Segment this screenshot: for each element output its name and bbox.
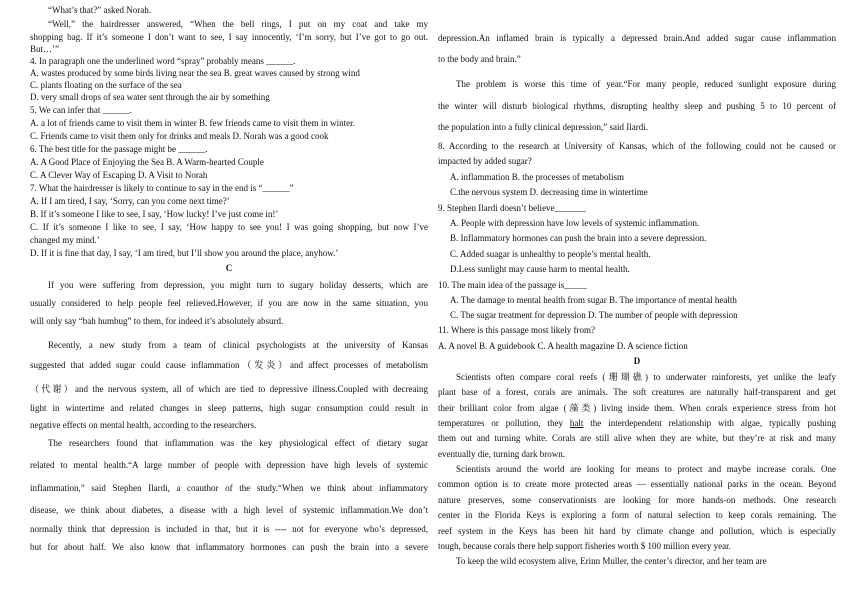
paragraph-line: tough, because corals there help support fisheries worth $ 100 million every year. bbox=[438, 541, 731, 551]
question-9-option-a: A. People with depression have low levels of systemic inflammation. bbox=[450, 218, 700, 228]
paragraph-line: But…’” bbox=[30, 44, 59, 54]
paragraph-line: negative effects on mental health, according to the researchers. bbox=[30, 420, 257, 430]
question-8-options-ab: A. inflammation B. the processes of metabolism bbox=[450, 172, 624, 182]
dialogue-line: “What’s that?” asked Norah. bbox=[48, 5, 151, 15]
question-11-options: A. A novel B. A guidebook C. A health magazine D. A science fiction bbox=[438, 341, 688, 351]
question-4-option-c: C. plants floating on the surface of the sea bbox=[30, 80, 182, 90]
underlined-word: halt bbox=[569, 418, 584, 428]
paragraph-line: the population into a fully clinical depression,” said Ilardi. bbox=[438, 122, 648, 132]
paragraph-line: “Well,” the hairdresser answered, “When the bell rings, I put on my coat and take my bbox=[48, 19, 428, 29]
paragraph-line: The problem is worse this time of year.“For many people, reduced sunlight exposure during bbox=[456, 79, 836, 89]
question-9-option-b: B. Inflammatory hormones can push the brain into a severe depression. bbox=[450, 233, 707, 243]
paragraph-line: To keep the wild ecosystem alive, Erinn Muller, the center’s director, and her team are bbox=[456, 556, 767, 566]
text-run: temperatures or pollution, they bbox=[438, 418, 570, 428]
question-6-stem: 6. The best title for the passage might be ______. bbox=[30, 144, 208, 154]
question-5-options-cd: C. Friends came to visit them only for drinks and meals D. Norah was a good cook bbox=[30, 131, 329, 141]
paragraph-line: light in wintertime and related changes in sleep patterns, high sugar consumption could result in bbox=[30, 403, 428, 413]
question-10-options-ab: A. The damage to mental health from sugar B. The importance of mental health bbox=[450, 295, 737, 305]
question-5-options-ab: A. a lot of friends came to visit them in winter B. few friends came to visit them in winter. bbox=[30, 118, 355, 128]
section-heading-d: D bbox=[633, 356, 641, 366]
question-11-stem: 11. Where is this passage most likely from? bbox=[438, 325, 595, 335]
paragraph-line: but for about half. We also know that inflammatory hormones can push the brain into a severe bbox=[30, 542, 428, 552]
paragraph-line: If you were suffering from depression, you might turn to sugary holiday desserts, which are bbox=[48, 280, 428, 290]
question-10-options-cd: C. The sugar treatment for depression D. The number of people with depression bbox=[450, 310, 738, 320]
paragraph-line: shopping bag. If it’s someone I don’t want to see, I say innocently, ‘I’m sorry, but I’ve got to go out. bbox=[30, 32, 428, 42]
paragraph-line: （代谢）and the nervous system, all of which are tied to depressive illness.Coupled with decreaing bbox=[30, 384, 428, 394]
question-7-stem: 7. What the hairdresser is likely to continue to say in the end is “______” bbox=[30, 183, 294, 193]
question-9-option-d: D.Less sunlight may cause harm to mental health. bbox=[450, 264, 630, 274]
question-5-stem: 5. We can infer that ______. bbox=[30, 105, 132, 115]
paragraph-line: The researchers found that inflammation was the key physiological effect of dietary sugar bbox=[48, 438, 428, 448]
paragraph-line: common option is to create more protected areas — essentially national parks in the ocean. Beyond bbox=[438, 479, 836, 489]
question-4-stem: 4. In paragraph one the underlined word “spray” probably means ______. bbox=[30, 56, 296, 66]
paragraph-line: normally think that depression is included in that, but it is ---- not for everyone who’s depressed, bbox=[30, 524, 428, 534]
paragraph-line: reef system in the Keys has been hit hard by climate change and pollution, which is especially bbox=[438, 526, 836, 536]
paragraph-line: Recently, a new study from a team of clinical psychologists at the university of Kansas bbox=[48, 340, 428, 350]
paragraph-line: eventually die, turning dark brown. bbox=[438, 449, 565, 459]
text-run: the interdependent relationship with algae, typically pushing bbox=[583, 418, 836, 428]
paragraph-line: their brilliant color from algae (藻类) living inside them. When corals experience stress from hot bbox=[438, 403, 836, 413]
question-4-option-d: D. very small drops of sea water sent through the air by something bbox=[30, 92, 270, 102]
question-6-options-cd: C. A Clever Way of Escaping D. A Visit to Norah bbox=[30, 170, 208, 180]
paragraph-line: depression.An inflamed brain is typically a depressed brain.And added sugar cause inflammation bbox=[438, 33, 836, 43]
paragraph-line: to the body and brain.” bbox=[438, 54, 521, 64]
paragraph-line: them out and turning white. Corals are still alive when they are white, but they’re at risk and many bbox=[438, 433, 836, 443]
paragraph-line: center in the Florida Keys is exploring a form of natural selection to keep corals remaining. The bbox=[438, 510, 836, 520]
question-7-option-d: D. If it is fine that day, I say, ‘I am tired, but I’ll show you around the place, anyhow.’ bbox=[30, 248, 339, 258]
question-8-stem: 8. According to the research at University of Kansas, which of the following could not be caused or bbox=[438, 141, 836, 151]
paragraph-line bbox=[438, 418, 836, 429]
paragraph-line: Scientists often compare coral reefs (珊瑚礁) to underwater rainforests, yet unlike the leafy bbox=[456, 372, 836, 382]
question-8-stem-cont: impacted by added sugar? bbox=[438, 156, 532, 166]
question-4-options-ab: A. wastes produced by some birds living near the sea B. great waves caused by strong wind bbox=[30, 68, 360, 78]
paragraph-line: usually considered to help people feel relieved.However, if you are now in the same situation, you bbox=[30, 298, 428, 308]
question-7-option-b: B. If it’s someone I like to see, I say, ‘How lucky! I’ve just come in!’ bbox=[30, 209, 279, 219]
paragraph-line: Scientists around the world are looking for means to protect and maybe increase corals. One bbox=[456, 464, 836, 474]
question-7-option-c: C. If it’s someone I like to see, I say, ‘How happy to see you! I was going shopping, but now I’ve bbox=[30, 222, 428, 232]
paragraph-line: will only say “bah humbug” to them, for indeed it’s absolutely absurd. bbox=[30, 316, 284, 326]
question-7-option-a: A. If I am tired, I say, ‘Sorry, can you come next time?’ bbox=[30, 196, 230, 206]
paragraph-line: plant base of a forest, corals are animals. The soft creatures are naturally half-transparent and get bbox=[438, 387, 836, 397]
question-7-option-c-cont: changed my mind.’ bbox=[30, 235, 100, 245]
question-10-stem: 10. The main idea of the passage is_____ bbox=[438, 280, 587, 290]
paragraph-line: inflammation,” said Stephen Ilardi, a coauthor of the study.“When we think about inflammatory bbox=[30, 483, 428, 493]
paragraph-line: the winter will disturb biological rhythms, disrupting healthy sleep and pushing 5 to 10 percent of bbox=[438, 101, 836, 111]
paragraph-line: suggested that added sugar could cause inflammation（发炎）and affect processes of metabolism bbox=[30, 360, 428, 370]
paragraph-line: related to mental health.“A large number of people with depression have high levels of systemic bbox=[30, 460, 428, 470]
paragraph-line: nature preserves, some conservationists are looking for more hands-on methods. One research bbox=[438, 495, 836, 505]
question-9-stem: 9. Stephen Ilardi doesn’t believe_______ bbox=[438, 203, 587, 213]
question-8-options-cd: C.the nervous system D. decreasing time in wintertime bbox=[450, 187, 648, 197]
question-9-option-c: C. Added suagar is unhealthy to people’s mental health. bbox=[450, 249, 651, 259]
question-6-options-ab: A. A Good Place of Enjoying the Sea B. A Warm-hearted Couple bbox=[30, 157, 264, 167]
section-heading-c: C bbox=[225, 263, 233, 273]
paragraph-line: disease, we think about diabetes, a disease with a high level of systemic inflammation.We don’t bbox=[30, 505, 428, 515]
